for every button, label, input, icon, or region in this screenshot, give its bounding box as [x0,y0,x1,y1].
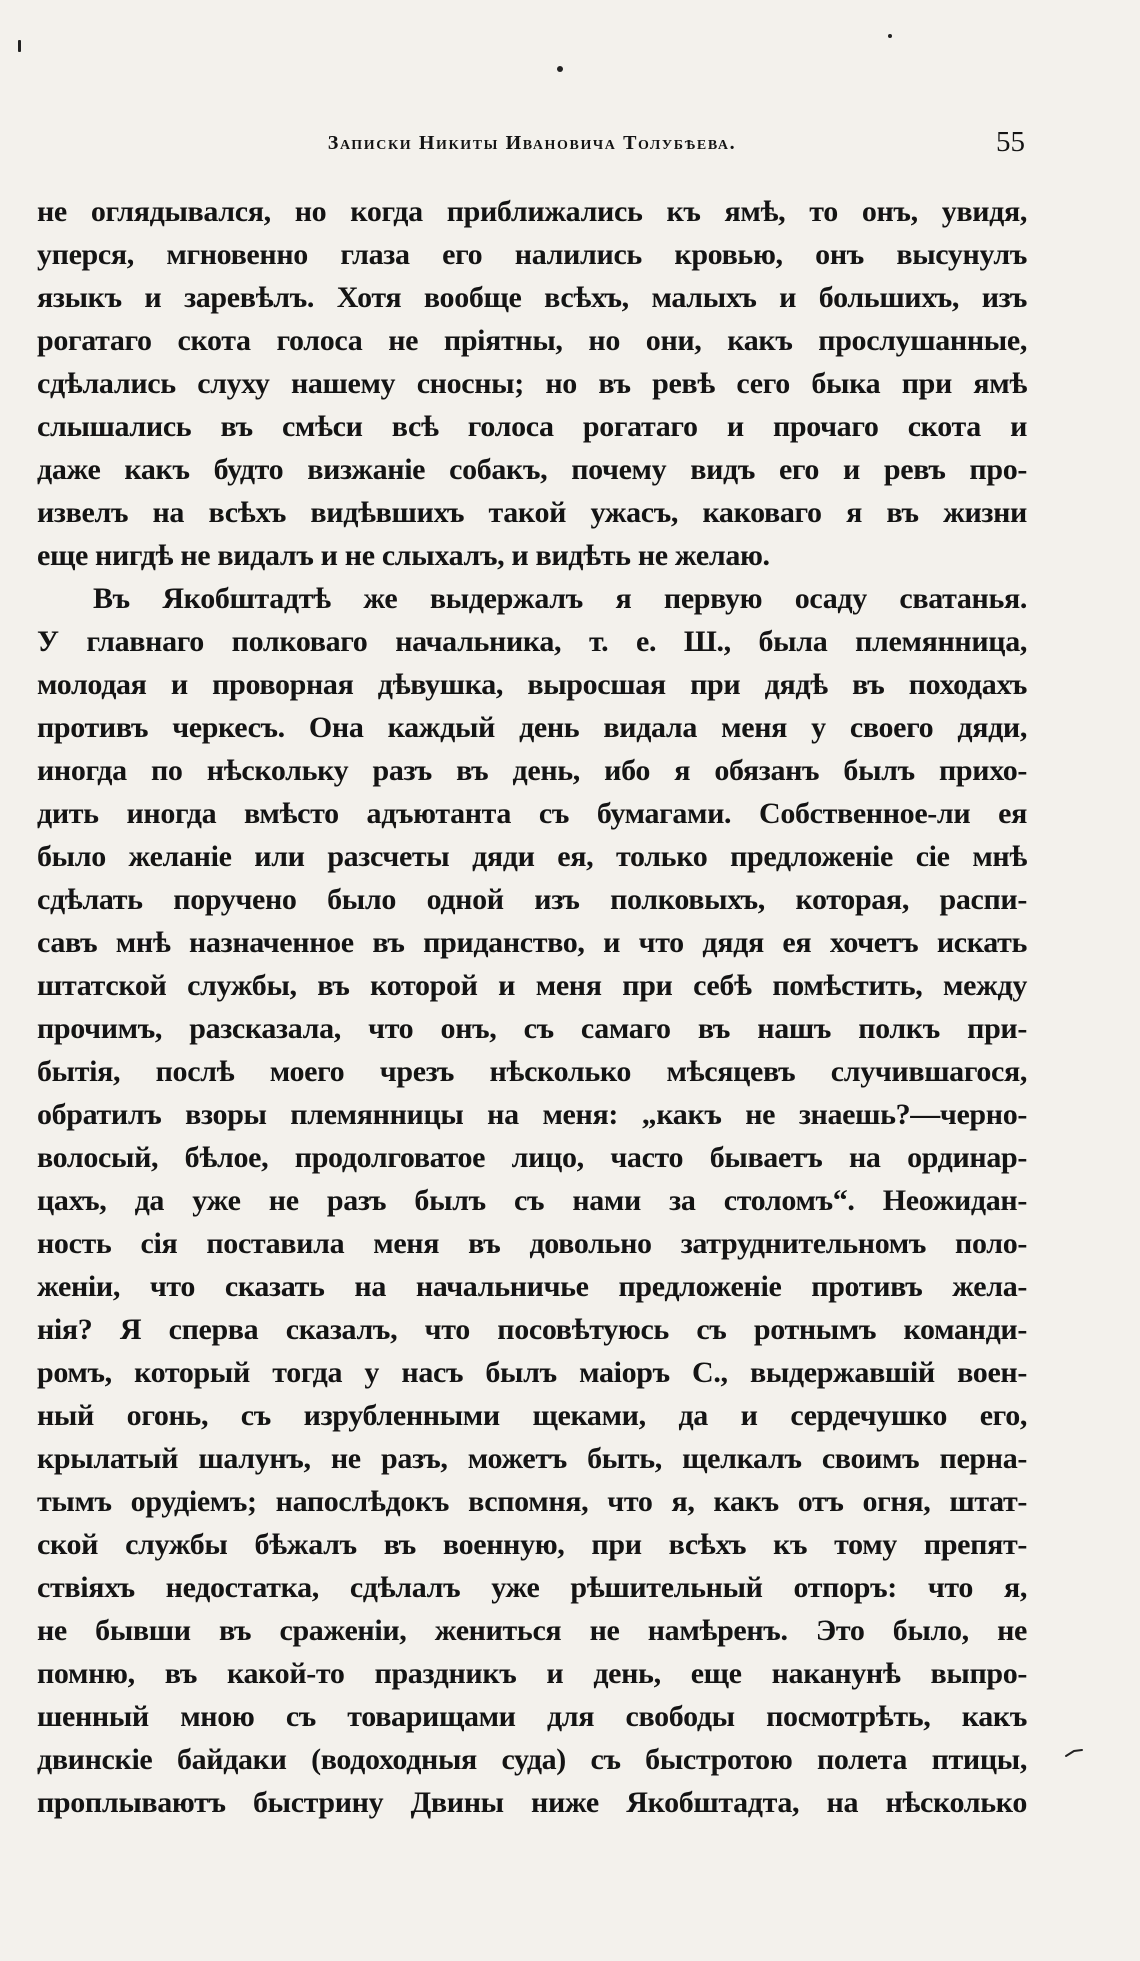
text-line: ской службы бѣжалъ въ военную, при всѣхъ къ тому препят- [37,1528,1027,1561]
page-number: 55 [996,126,1025,158]
text-line: У главнаго полковаго начальника, т. е. Ш., была племянница, [37,625,1027,658]
text-line: иногда по нѣскольку разъ въ день, ибо я обязанъ былъ прихо- [37,754,1027,787]
text-line: савъ мнѣ назначенное въ приданство, и что дядя ея хочетъ искать [37,926,1027,959]
text-line: дить иногда вмѣсто адъютанта съ бумагами. Собственное-ли ея [37,797,1027,830]
text-line: помню, въ какой-то праздникъ и день, еще наканунѣ выпро- [37,1657,1027,1690]
text-line: обратилъ взоры племянницы на меня: „какъ не знаешь?—черно- [37,1098,1027,1131]
text-line: молодая и проворная дѣвушка, выросшая при дядѣ въ походахъ [37,668,1027,701]
text-line: даже какъ будто визжаніе собакъ, почему видъ его и ревъ про- [37,453,1027,486]
text-line: ность сія поставила меня въ довольно затруднительномъ поло- [37,1227,1027,1260]
scan-speck [557,66,563,72]
margin-pencil-mark [1064,1748,1084,1758]
text-line: ромъ, который тогда у насъ былъ маіоръ С., выдержавшій воен- [37,1356,1027,1389]
text-line: женіи, что сказать на начальничье предложеніе противъ жела- [37,1270,1027,1303]
text-line: противъ черкесъ. Она каждый день видала меня у своего дяди, [37,711,1027,744]
text-line: ствіяхъ недостатка, сдѣлалъ уже рѣшительный отпоръ: что я, [37,1571,1027,1604]
scan-speck [18,40,21,52]
text-line: рогатаго скота голоса не пріятны, но они, какъ прослушанные, [37,324,1027,357]
text-line: было желаніе или разсчеты дяди ея, только предложеніе сіе мнѣ [37,840,1027,873]
text-line: тымъ орудіемъ; напослѣдокъ вспомня, что я, какъ отъ огня, штат- [37,1485,1027,1518]
text-line: крылатый шалунъ, не разъ, можетъ быть, щелкалъ своимъ перна- [37,1442,1027,1475]
text-line: штатской службы, въ которой и меня при себѣ помѣстить, между [37,969,1027,1002]
text-line: прочимъ, разсказала, что онъ, съ самаго въ нашъ полкъ при- [37,1012,1027,1045]
scan-speck [888,34,892,38]
text-line: не оглядывался, но когда приближались къ ямѣ, то онъ, увидя, [37,195,1027,228]
text-line: не бывши въ сраженіи, жениться не намѣренъ. Это было, не [37,1614,1027,1647]
text-line: шенный мною съ товарищами для свободы посмотрѣть, какъ [37,1700,1027,1733]
text-line: двинскіе байдаки (водоходныя суда) съ быстротою полета птицы, [37,1743,1027,1776]
running-header [37,126,1027,164]
body-text [37,190,1027,1824]
text-line: еще нигдѣ не видалъ и не слыхалъ, и видѣть не желаю. [37,539,770,572]
text-line: уперся, мгновенно глаза его налились кровью, онъ высунулъ [37,238,1027,271]
text-line: языкъ и заревѣлъ. Хотя вообще всѣхъ, малыхъ и большихъ, изъ [37,281,1027,314]
text-line: бытія, послѣ моего чрезъ нѣсколько мѣсяцевъ случившагося, [37,1055,1027,1088]
text-line: цахъ, да уже не разъ былъ съ нами за столомъ“. Неожидан- [37,1184,1027,1217]
text-line: волосый, бѣлое, продолговатое лицо, часто бываетъ на ординар- [37,1141,1027,1174]
text-line: ный огонь, съ изрубленными щеками, да и сердечушко его, [37,1399,1027,1432]
paragraph-start-line: Въ Якобштадтѣ же выдержалъ я первую осаду сватанья. [93,582,1027,615]
text-line: нія? Я сперва сказалъ, что посовѣтуюсь съ ротнымъ команди- [37,1313,1027,1346]
text-line: проплываютъ быстрину Двины ниже Якобштадта, на нѣсколько [37,1786,1027,1819]
text-line: сдѣлались слуху нашему сносны; но въ ревѣ сего быка при ямѣ [37,367,1027,400]
text-line: извелъ на всѣхъ видѣвшихъ такой ужасъ, каковаго я въ жизни [37,496,1027,529]
text-line: сдѣлать поручено было одной изъ полковыхъ, которая, распи- [37,883,1027,916]
text-line: слышались въ смѣси всѣ голоса рогатаго и прочаго скота и [37,410,1027,443]
running-title: Записки Никиты Ивановича Толубѣева. [327,132,737,154]
